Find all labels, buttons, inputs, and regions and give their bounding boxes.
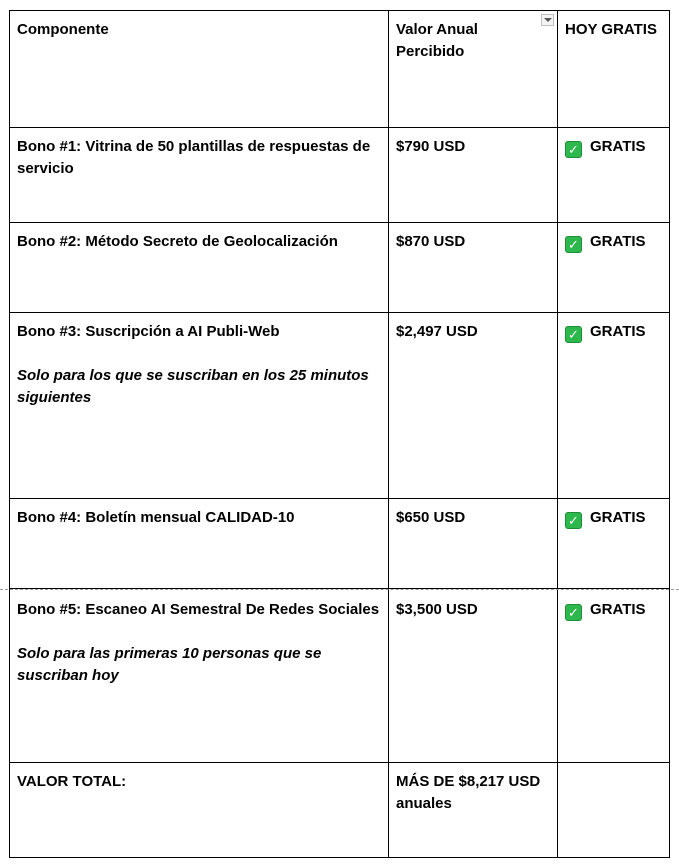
row-status (558, 499, 670, 589)
header-today-free: HOY GRATIS (558, 11, 670, 128)
page-break-divider (0, 589, 679, 590)
row-component (10, 313, 389, 499)
total-empty-cell (558, 763, 670, 858)
status-label: GRATIS (590, 509, 646, 526)
row-value: $790 USD (389, 128, 558, 223)
row-component (10, 223, 389, 313)
row-status (558, 589, 670, 763)
row-status (558, 128, 670, 223)
row-name: Bono #2: Método Secreto de Geolocalización (17, 233, 338, 250)
status-label: GRATIS (590, 601, 646, 618)
row-component (10, 589, 389, 763)
status-label: GRATIS (590, 138, 646, 155)
row-value: $650 USD (389, 499, 558, 589)
check-mark-icon: ✓ (565, 326, 582, 343)
status-label: GRATIS (590, 323, 646, 340)
total-value: MÁS DE $8,217 USD anuales (389, 763, 558, 858)
row-value: $3,500 USD (389, 589, 558, 763)
check-mark-icon: ✓ (565, 604, 582, 621)
check-mark-icon: ✓ (565, 512, 582, 529)
row-name: Bono #1: Vitrina de 50 plantillas de respuestas de servicio (17, 138, 371, 177)
row-component (10, 128, 389, 223)
row-value: $870 USD (389, 223, 558, 313)
total-label: VALOR TOTAL: (10, 763, 389, 858)
table-row-bono-5 (10, 589, 670, 763)
filter-dropdown-icon[interactable] (541, 14, 554, 26)
header-value-cell (389, 11, 558, 128)
row-name: Bono #3: Suscripción a AI Publi-Web (17, 323, 280, 340)
row-component (10, 499, 389, 589)
header-row (10, 11, 670, 128)
row-note: Solo para las primeras 10 personas que se suscriban hoy (17, 645, 322, 684)
check-mark-icon: ✓ (565, 141, 582, 158)
table-row-bono-4 (10, 499, 670, 589)
bonus-table (9, 10, 670, 858)
header-value: Valor Anual Percibido (396, 21, 478, 60)
check-mark-icon: ✓ (565, 236, 582, 253)
row-status (558, 223, 670, 313)
table-row-bono-1 (10, 128, 670, 223)
row-value: $2,497 USD (389, 313, 558, 499)
status-label: GRATIS (590, 233, 646, 250)
table-row-bono-3 (10, 313, 670, 499)
row-note: Solo para los que se suscriban en los 25 minutos siguientes (17, 367, 369, 406)
table-row-bono-2 (10, 223, 670, 313)
header-component: Componente (10, 11, 389, 128)
row-name: Bono #4: Boletín mensual CALIDAD-10 (17, 509, 295, 526)
row-name: Bono #5: Escaneo AI Semestral De Redes Sociales (17, 601, 380, 618)
row-status (558, 313, 670, 499)
table-row-total (10, 763, 670, 858)
